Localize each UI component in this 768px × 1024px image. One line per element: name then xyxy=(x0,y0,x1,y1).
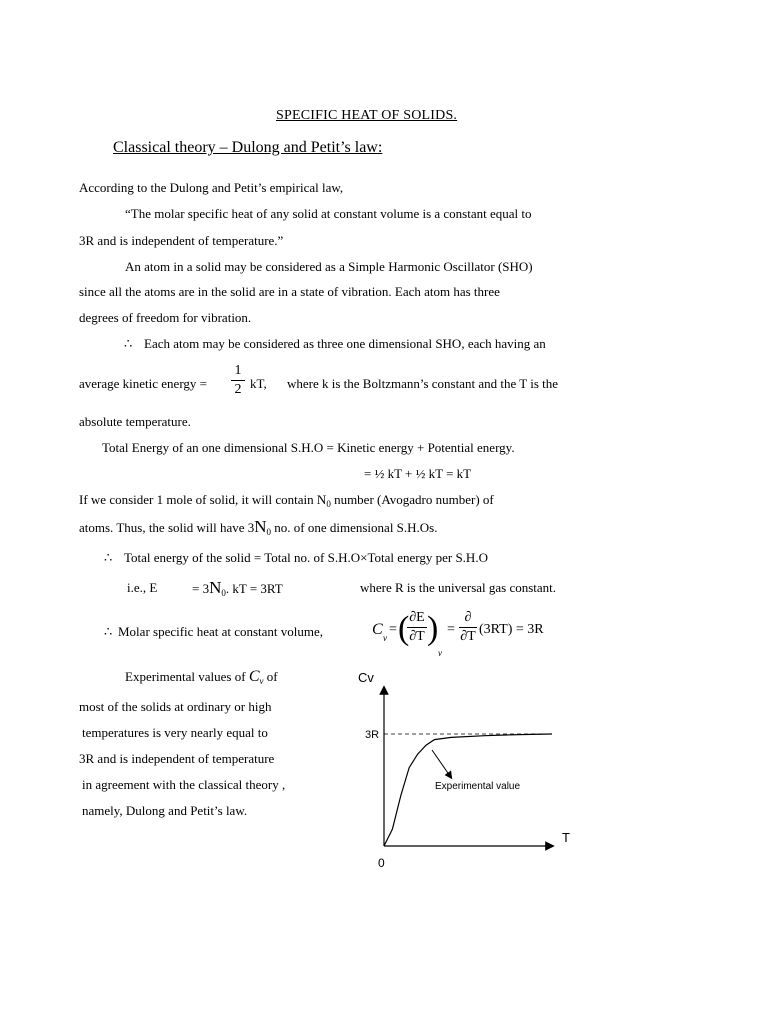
annotation-label: Experimental value xyxy=(435,781,521,792)
eq-right-paren: ) xyxy=(427,610,439,647)
origin-label: 0 xyxy=(378,856,385,870)
section-subtitle: Classical theory – Dulong and Petit’s law: xyxy=(113,139,383,156)
exp-line-1-v: v xyxy=(259,676,264,686)
eq-cv-symbol: C xyxy=(372,621,383,638)
total-energy-line: Total Energy of an one dimensional S.H.O = Kinetic energy + Potential energy. xyxy=(102,440,515,455)
eq-left-paren: ( xyxy=(398,610,410,647)
molar-specific-heat-text: Molar specific heat at constant volume, xyxy=(118,624,324,639)
eq-equals-1: = xyxy=(389,622,397,637)
fraction-denominator: 2 xyxy=(234,382,242,397)
therefore-symbol-2: ∴ xyxy=(104,550,113,565)
ie-equation xyxy=(192,580,283,601)
eq-partial-E: ∂E xyxy=(409,610,425,625)
sho-line-1: An atom in a solid may be considered as a Simple Harmonic Oscillator (SHO) xyxy=(125,259,533,274)
exp-line-1-text-a: Experimental values of xyxy=(125,669,246,684)
mole-line-2-subscript: 0 xyxy=(266,527,272,537)
mole-line-1-text-b: number (Avogadro number) of xyxy=(334,492,494,507)
intro-line: According to the Dulong and Petit’s empirical law, xyxy=(79,180,344,195)
sho-line-3: degrees of freedom for vibration. xyxy=(79,310,252,325)
specific-heat-chart xyxy=(340,660,600,880)
eq-equals-2: = xyxy=(447,622,455,637)
y-axis-label: Cv xyxy=(358,670,374,685)
eq-partial: ∂ xyxy=(464,610,472,625)
exp-line-4: 3R and is independent of temperature xyxy=(79,751,275,766)
exp-line-1 xyxy=(125,669,278,689)
ke-prefix: average kinetic energy = xyxy=(79,376,208,391)
sho-line-2: since all the atoms are in the solid are in a state of vibration. Each atom has three xyxy=(79,284,500,299)
eq-partial-T: ∂T xyxy=(409,629,425,644)
therefore-symbol-3: ∴ xyxy=(104,624,113,639)
asymptote-label: 3R xyxy=(365,729,380,741)
each-atom-line: Each atom may be considered as three one dimensional SHO, each having an xyxy=(144,336,546,351)
ke-where: where k is the Boltzmann’s constant and the T is the xyxy=(287,376,559,391)
total-energy-equation: = ½ kT + ½ kT = kT xyxy=(364,466,472,481)
mole-line-1-text-a: If we consider 1 mole of solid, it will contain N xyxy=(79,492,327,507)
eq-cv-subscript: v xyxy=(383,633,387,643)
page-title: SPECIFIC HEAT OF SOLIDS. xyxy=(276,108,458,123)
exp-line-3: temperatures is very nearly equal to xyxy=(82,725,268,740)
mole-line-2 xyxy=(79,519,438,540)
exp-line-1-text-b: of xyxy=(266,669,278,684)
eq-tail: (3RT) = 3R xyxy=(479,622,544,637)
exp-line-1-C: C xyxy=(248,668,260,685)
mole-line-1-subscript: 0 xyxy=(326,499,331,509)
fraction-numerator: 1 xyxy=(234,363,242,378)
therefore-symbol: ∴ xyxy=(124,336,133,351)
mole-line-2-text-a: atoms. Thus, the solid will have 3 xyxy=(79,520,255,535)
eq-partial-fraction-2 xyxy=(459,609,477,646)
x-axis-label: T xyxy=(562,830,570,845)
total-energy-solid-line: Total energy of the solid = Total no. of S.H.O×Total energy per S.H.O xyxy=(124,550,488,565)
mole-line-2-text-b: no. of one dimensional S.H.Os. xyxy=(274,520,438,535)
mole-line-2-N: N xyxy=(254,517,267,536)
ke-suffix: kT, xyxy=(250,376,267,391)
exp-line-6: namely, Dulong and Petit’s law. xyxy=(82,803,248,818)
eq-partial-fraction-1 xyxy=(407,609,427,646)
mole-line-1 xyxy=(79,492,494,512)
ie-equals-three: = 3 xyxy=(192,581,210,596)
ie-where: where R is the universal gas constant. xyxy=(360,580,557,595)
eq-partial-T-2: ∂T xyxy=(460,629,476,644)
half-fraction xyxy=(231,362,245,399)
quote-line-1: “The molar specific heat of any solid at constant volume is a constant equal to xyxy=(125,206,532,221)
absolute-temperature-line: absolute temperature. xyxy=(79,414,191,429)
exp-line-5: in agreement with the classical theory , xyxy=(82,777,286,792)
exp-line-2: most of the solids at ordinary or high xyxy=(79,699,272,714)
quote-line-2: 3R and is independent of temperature.” xyxy=(79,233,284,248)
ie-N: N xyxy=(209,578,222,597)
ie-label: i.e., E xyxy=(127,580,158,595)
annotation-arrow xyxy=(432,750,450,776)
ie-subscript: 0 xyxy=(221,588,226,598)
ie-tail: . kT = 3RT xyxy=(225,581,283,596)
eq-v-subscript-2: v xyxy=(438,648,442,658)
